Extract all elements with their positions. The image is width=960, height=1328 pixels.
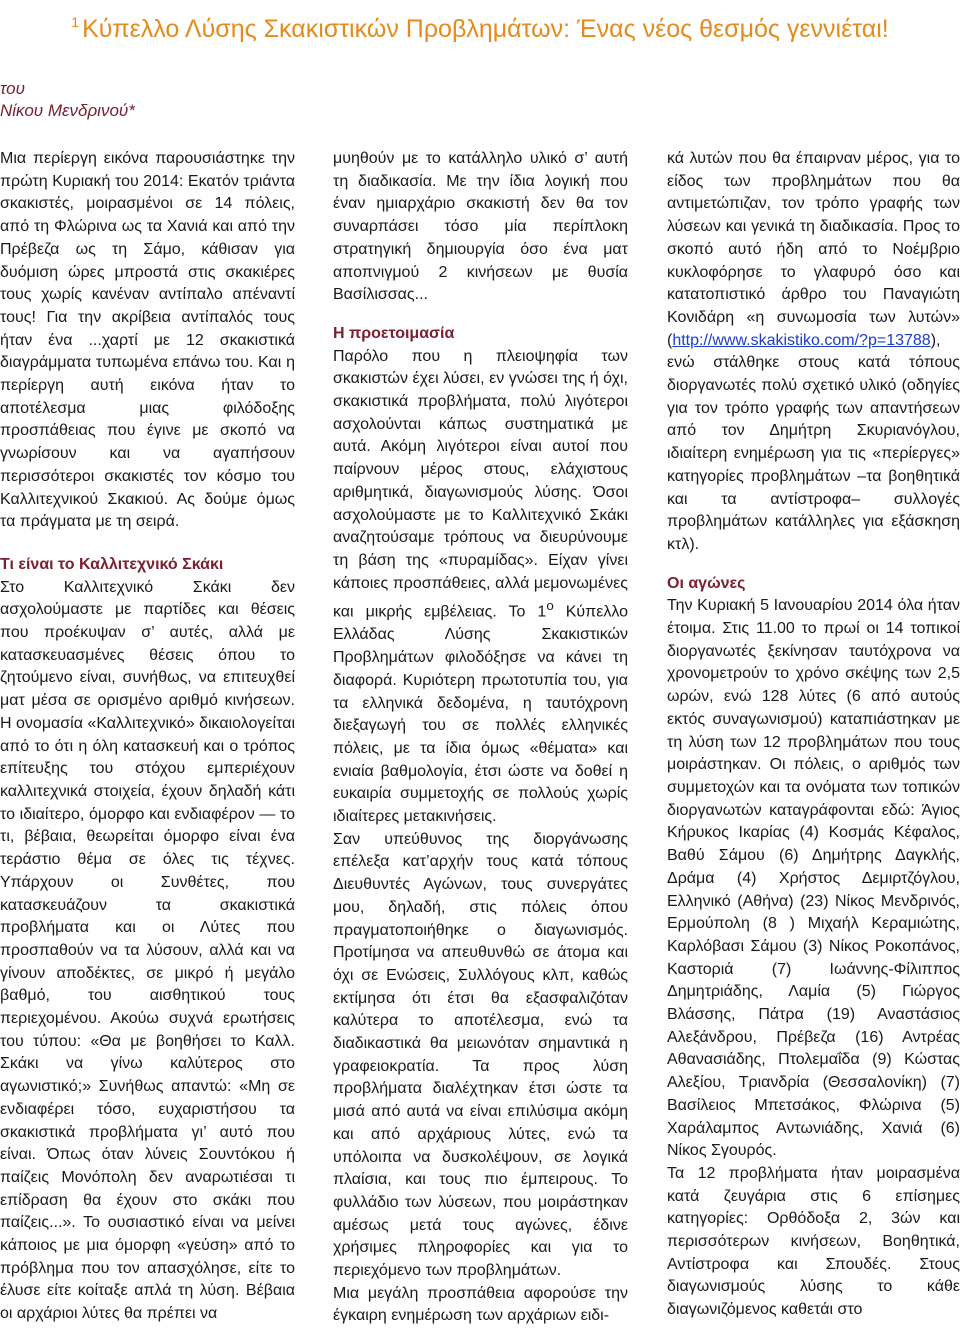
paragraph-information-a: κά λυτών που θα έπαιρναν μέρος, για το είδος των προβλημάτων που θα αντιμετώπιζαν, τον τρόπο γραφής των λύσεων και γενικά τη διαδικασία. Προς το σκοπό αυτό ήδη από το Νοέμβριο κυκλοφόρησε το γλαφυρό όσο και κατατοπιστικό άρθρο του Παναγιώτη Κονιδάρη «η συνωμοσία των λυτών» ( — [667, 150, 960, 349]
column-1 — [0, 148, 295, 1326]
author-name: Νίκου Μενδρινού* — [0, 101, 135, 120]
paragraph-artistic-chess: Στο Καλλιτεχνικό Σκάκι δεν ασχολούμαστε με παρτίδες και θέσεις που προέκυψαν σ’ αυτές, αλλά με κατασκευασμένες θέσεις όπου το ζητούμενο είναι, συνήθως, να επιτευχθεί ματ μέσα σε ορισμένο αριθμό κινήσεων. Η ονομασία «Καλλιτεχνικό» δικαιολογείται από το ότι η όλη κατασκευή και ο τρόπος επίτευξης του στόχου εμπεριέχουν καλλιτεχνικά στοιχεία, έχουν δηλαδή κάτι το ιδιαίτερο, όμορφο και ενδιαφέρον — το τι, βέβαια, θεωρείται όμορφο είναι ένα τεράστιο θέμα σε όλες τις τέχνες. Υπάρχουν οι Συνθέτες, που κατασκευάζουν τα σκακιστικά προβλήματα και οι Λύτες που προσπαθούν να τα λύσουν, αλλά και να γίνουν αποδέκτες, σε μικρό ή μεγάλο βαθμό, του αισθητικού τους περιεχομένου. Ακούω συχνά ερωτήσεις του τύπου: «Θα με βοηθήσει το Καλλ. Σκάκι να γίνω καλύτερος στο αγωνιστικό;» Συνήθως απαντώ: «Μη σε ενδιαφέρει τόσο, ευχαριστήσου τα σκακιστικά προβλήματα γι’ αυτό που είναι. Όπως όταν λύνεις Σουντόκου ή παίζεις Μονόπολη δεν αναρωτιέσαι τι επίδραση θα έχουν στο σκάκι που παίζεις...». Το ουσιαστικό είναι να μείνει κάποιος με μια όμορφη «γεύση» από το πρόβλημα που τον απασχόλησε, είτε το έλυσε είτε κοίταξε απλά τη λύση. Βέβαια οι αρχάριοι λύτες θα πρέπει να — [0, 578, 295, 1323]
paragraph-intro: Μια περίεργη εικόνα παρουσιάστηκε την πρώτη Κυριακή του 2014: Εκατόν τριάντα σκακιστές, μοιρασμένοι σε 14 πόλεις, από τη Φλώρινα ως τα Χανιά και από την Πρέβεζα ως τη Σάμο, κάθισαν για δυόμιση ώρες μπροστά στις σκακιέρες τους χωρίς κανέναν αντίπαλο απέναντί τους! Για την ακρίβεια αντίπαλός τους ήταν ένα ...χαρτί με 12 σκακιστικά διαγράμματα τυπωμένα επάνω του. Και η περίεργη αυτή εικόνα ήταν το αποτέλεσμα μιας φιλόδοξης προσπάθειας που έγινε με σκοπό να γνωρίσουν και να αγαπήσουν περισσότεροι σκακιστές τον κόσμο του Καλλιτεχνικού Σκακιού. Ας δούμε όμως τα πράγματα με τη σειρά. — [0, 150, 295, 531]
title-text: Κύπελλο Λύσης Σκακιστικών Προβλημάτων: Ένας νέος θεσμός γεννιέται! — [82, 15, 889, 43]
author-block — [0, 78, 135, 122]
paragraph-problems: Τα 12 προβλήματα ήταν μοιρασμένα κατά ζευγάρια στις 6 επίσημες κατηγορίες: Ορθόδοξα 2, 3ών και περισσότερων κινήσεων, Βοηθητικά, Αντίστροφα και Σπουδές. Στους διαγωνισμούς λύσης το κάθε διαγωνιζόμενος καθετάι στο — [667, 1164, 960, 1319]
ordinal-superscript: ο — [546, 598, 554, 614]
section-heading-artistic-chess: Τι είναι το Καλλιτεχνικό Σκάκι — [0, 555, 224, 573]
paragraph-preparation — [333, 346, 628, 829]
paragraph-beginners: Μια μεγάλη προσπάθεια αφορούσε την έγκαιρη ενημέρωση των αρχάριων ειδι- — [333, 1284, 628, 1325]
skakistiko-link[interactable]: http://www.skakistiko.com/?p=13788 — [672, 331, 931, 349]
column-3 — [667, 148, 960, 1322]
author-prefix: του — [0, 79, 25, 98]
paragraph-competitions: Την Κυριακή 5 Ιανουαρίου 2014 όλα ήταν έτοιμα. Στις 11.00 το πρωί οι 14 τοπικοί διοργανωτές ξεκίνησαν ταυτόχρονα να χρονομετρούν το χρόνο σκέψης των 2,5 ωρών, ενώ 128 λύτες (6 από αυτούς εκτός συναγωνισμού) καταπιάστηκαν με τη λύση των 12 προβλημάτων που τους μοιράστηκαν. Οι πόλεις, ο αριθμός των συμμετοχών και τα ονόματα των τοπικών διοργανωτών καταγράφονται εδώ: Άγιος Κήρυκος Ικαρίας (4) Κοσμάς Κέφαλος, Βαθύ Σάμου (6) Δημήτρης Δαγκλής, Δράμα (4) Χρήστος Δεμιρτζόγλου, Ελληνικό (Αθήνα) (23) Νίκος Μενδρινός, Ερμούπολη (8 ) Μιχαήλ Κεραμιώτης, Καρλόβασι Σάμου (3) Νίκος Ροκοπάνος, Καστοριά (7) Ιωάννης-Φίλιππος Δημητριάδης, Λαμία (5) Γιώργος Βλάσσης, Πάτρα (19) Αναστάσιος Αλεξάνδρου, Πρέβεζα (16) Αντρέας Αθανασιάδης, Πτολεμαΐδα (9) Κώστας Αλεξίου, Τριανδρία (Θεσσαλονίκη) (7) Βασίλειος Μπετσάκος, Φλώρινα (5) Χαράλαμπος Αντωνιάδης, Χανιά (6) Νίκος Σγουρός. — [667, 597, 960, 1160]
article-title — [0, 14, 960, 44]
paragraph-preparation-b: Κύπελλο Ελλάδας Λύσης Σκακιστικών Προβλημάτων φιλοδόξησε να κάνει τη διαφορά. Κυριότερη πρωτοτυπία του, για τα ελληνικά δεδομένα, η ταυτόχρονη διεξαγωγή του σε πολλές ελληνικές πόλεις, με τα ίδια όμως «θέματα» και ενιαία βαθμολογία, έτσι ώστε να δοθεί η ευκαιρία συμμετοχής σε πολλούς χωρίς ιδιαίτερες μετακινήσεις. — [333, 603, 628, 826]
section-heading-preparation: Η προετοιμασία — [333, 324, 455, 342]
paragraph-information — [667, 148, 960, 557]
paragraph-preparation-a: Παρόλο που η πλειοψηφία των σκακιστών έχει λύσει, εν γνώσει της ή όχι, σκακιστικά προβλήματα, πολύ λιγότεροι ασχολούνται κάπως συστηματικά με αυτά. Ακόμη λιγότεροι είναι αυτοί που παίρνουν μέρος στους, ελάχιστους αριθμητικά, διαγωνισμούς λύσης. Όσοι ασχολούμαστε με το Καλλιτεχνικό Σκάκι αναζητούσαμε τρόπους να διευρύνουμε τη βάση της «πυραμίδας». Είχαν γίνει κάποιες προσπάθειες, αλλά μεμονωμένες και μικρής εμβέλειας. Το 1 — [333, 347, 628, 621]
column-2 — [333, 148, 628, 1328]
section-heading-competitions: Οι αγώνες — [667, 574, 746, 592]
title-superscript: 1 — [71, 14, 80, 30]
paragraph-organizer: Σαν υπεύθυνος της διοργάνωσης επέλεξα κατ’αρχήν τους κατά τόπους Διευθυντές Αγώνων, τους συνεργάτες μου, δηλαδή, στις πόλεις όπου πραγματοποιήθηκε ο διαγωνισμός. Προτίμησα να απευθυνθώ σε άτομα και όχι σε Ενώσεις, Συλλόγους κλπ, καθώς εκτίμησα ότι έτσι θα εξασφαλιζόταν καλύτερα το αποτέλεσμα, ενώ τα διαδικαστικά θα μειωνόταν σημαντικά η γραφειοκρατία. Τα προς λύση προβλήματα διαλέχτηκαν έτσι ώστε τα μισά από αυτά να είναι επιλύσιμα ακόμη και από αρχάριους λύτες, ενώ τα υπόλοιπα να δυσκολέψουν, σε λογικά πλαίσια, και τους πιο έμπειρους. Το φυλλάδιο των λύσεων, που μοιράστηκαν αμέσως μετά τους αγώνες, έδινε χρήσιμες πληροφορίες και για το περιεχόμενο των προβλημάτων. — [333, 830, 628, 1280]
paragraph-continuation: μυηθούν με το κατάλληλο υλικό σ’ αυτή τη διαδικασία. Με την ίδια λογική που έναν ημιαρχάριο σκακιστή δεν θα τον συναρπάσει τόσο μία περίπλοκη στρατηγική δημιουργία όσο ένα ματ αποπνιγμού 2 κινήσεων με θυσία Βασίλισσας... — [333, 150, 628, 304]
paragraph-information-b: ), ενώ στάλθηκε στους κατά τόπους διοργανωτές πολύ σχετικό υλικό (οδηγίες για τον τρόπο γραφής των απαντήσεων από τον Δημήτρη Σκυριανόγλου, ιδιαίτερη ενημέρωση για τις «περίεργες» κατηγορίες προβλημάτων –τα βοηθητικά και τα αντίστροφα– συλλογές προβλημάτων κατάλληλες για εξάσκηση κτλ). — [667, 331, 960, 553]
